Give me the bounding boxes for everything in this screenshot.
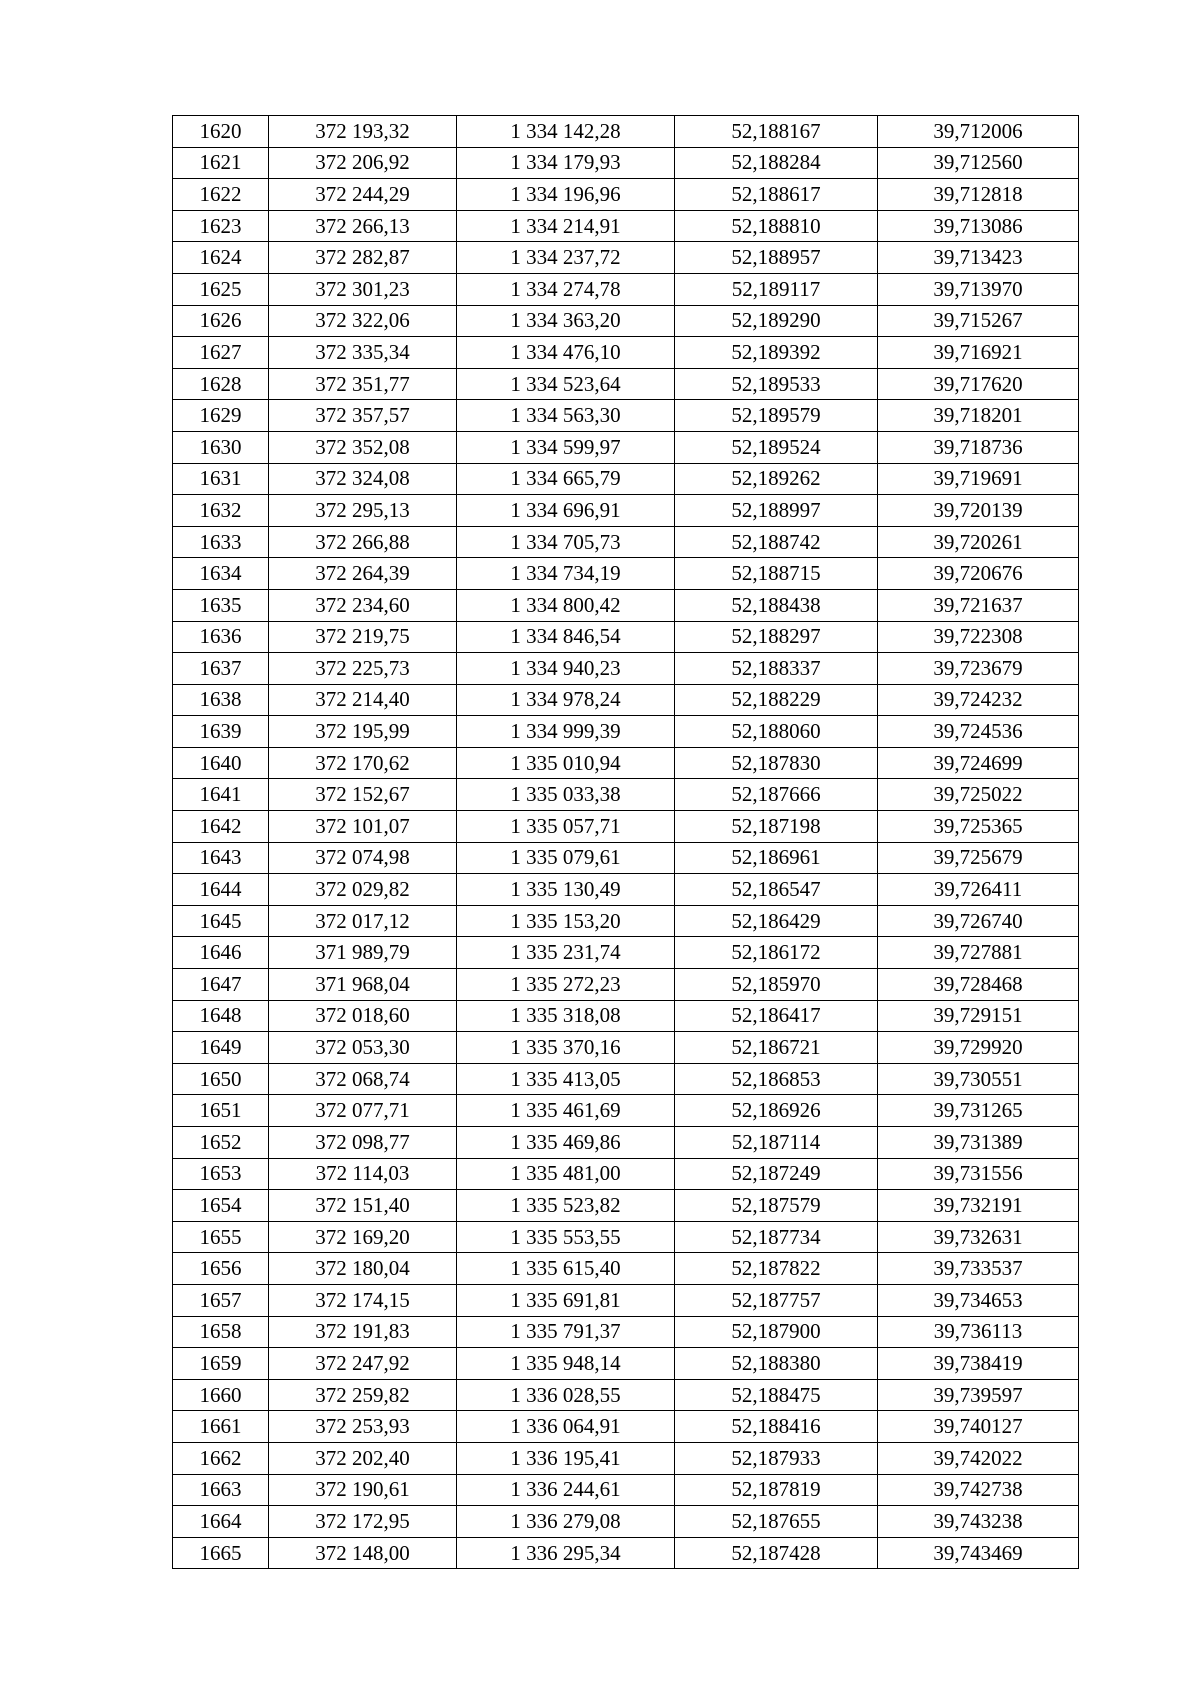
x-coordinate-cell: 372 357,57 <box>269 400 457 432</box>
longitude-cell: 39,719691 <box>878 463 1079 495</box>
latitude-cell: 52,188284 <box>675 147 878 179</box>
y-coordinate-cell: 1 335 272,23 <box>457 969 675 1001</box>
x-coordinate-cell: 372 170,62 <box>269 747 457 779</box>
point-number-cell: 1656 <box>173 1253 269 1285</box>
table-row <box>173 874 1079 906</box>
y-coordinate-cell: 1 334 978,24 <box>457 684 675 716</box>
table-row <box>173 747 1079 779</box>
latitude-cell: 52,188715 <box>675 558 878 590</box>
x-coordinate-cell: 372 234,60 <box>269 589 457 621</box>
point-number-cell: 1636 <box>173 621 269 653</box>
x-coordinate-cell: 372 324,08 <box>269 463 457 495</box>
latitude-cell: 52,188416 <box>675 1411 878 1443</box>
latitude-cell: 52,185970 <box>675 969 878 1001</box>
table-row <box>173 1000 1079 1032</box>
point-number-cell: 1631 <box>173 463 269 495</box>
y-coordinate-cell: 1 334 214,91 <box>457 210 675 242</box>
longitude-cell: 39,713970 <box>878 273 1079 305</box>
y-coordinate-cell: 1 336 279,08 <box>457 1506 675 1538</box>
point-number-cell: 1657 <box>173 1284 269 1316</box>
latitude-cell: 52,189524 <box>675 431 878 463</box>
x-coordinate-cell: 372 101,07 <box>269 811 457 843</box>
x-coordinate-cell: 372 148,00 <box>269 1537 457 1569</box>
y-coordinate-cell: 1 335 033,38 <box>457 779 675 811</box>
table-row <box>173 937 1079 969</box>
table-row <box>173 400 1079 432</box>
table-row <box>173 526 1079 558</box>
latitude-cell: 52,188167 <box>675 116 878 148</box>
longitude-cell: 39,729920 <box>878 1032 1079 1064</box>
x-coordinate-cell: 372 018,60 <box>269 1000 457 1032</box>
longitude-cell: 39,713086 <box>878 210 1079 242</box>
x-coordinate-cell: 372 264,39 <box>269 558 457 590</box>
latitude-cell: 52,187822 <box>675 1253 878 1285</box>
latitude-cell: 52,187114 <box>675 1127 878 1159</box>
table-row <box>173 242 1079 274</box>
y-coordinate-cell: 1 336 244,61 <box>457 1474 675 1506</box>
longitude-cell: 39,725679 <box>878 842 1079 874</box>
y-coordinate-cell: 1 334 705,73 <box>457 526 675 558</box>
point-number-cell: 1634 <box>173 558 269 590</box>
longitude-cell: 39,727881 <box>878 937 1079 969</box>
latitude-cell: 52,189262 <box>675 463 878 495</box>
latitude-cell: 52,189533 <box>675 368 878 400</box>
latitude-cell: 52,188957 <box>675 242 878 274</box>
x-coordinate-cell: 372 152,67 <box>269 779 457 811</box>
longitude-cell: 39,718736 <box>878 431 1079 463</box>
x-coordinate-cell: 372 190,61 <box>269 1474 457 1506</box>
longitude-cell: 39,712818 <box>878 179 1079 211</box>
longitude-cell: 39,732631 <box>878 1221 1079 1253</box>
y-coordinate-cell: 1 335 481,00 <box>457 1158 675 1190</box>
x-coordinate-cell: 372 053,30 <box>269 1032 457 1064</box>
x-coordinate-cell: 372 151,40 <box>269 1190 457 1222</box>
y-coordinate-cell: 1 336 295,34 <box>457 1537 675 1569</box>
point-number-cell: 1661 <box>173 1411 269 1443</box>
point-number-cell: 1630 <box>173 431 269 463</box>
point-number-cell: 1626 <box>173 305 269 337</box>
longitude-cell: 39,720676 <box>878 558 1079 590</box>
longitude-cell: 39,734653 <box>878 1284 1079 1316</box>
point-number-cell: 1625 <box>173 273 269 305</box>
x-coordinate-cell: 372 219,75 <box>269 621 457 653</box>
x-coordinate-cell: 372 259,82 <box>269 1379 457 1411</box>
y-coordinate-cell: 1 334 800,42 <box>457 589 675 621</box>
y-coordinate-cell: 1 336 195,41 <box>457 1442 675 1474</box>
table-row <box>173 621 1079 653</box>
longitude-cell: 39,720139 <box>878 495 1079 527</box>
point-number-cell: 1627 <box>173 337 269 369</box>
x-coordinate-cell: 372 098,77 <box>269 1127 457 1159</box>
y-coordinate-cell: 1 335 461,69 <box>457 1095 675 1127</box>
point-number-cell: 1649 <box>173 1032 269 1064</box>
point-number-cell: 1646 <box>173 937 269 969</box>
table-row <box>173 1253 1079 1285</box>
point-number-cell: 1644 <box>173 874 269 906</box>
x-coordinate-cell: 372 017,12 <box>269 905 457 937</box>
table-row <box>173 716 1079 748</box>
point-number-cell: 1632 <box>173 495 269 527</box>
longitude-cell: 39,728468 <box>878 969 1079 1001</box>
y-coordinate-cell: 1 336 064,91 <box>457 1411 675 1443</box>
longitude-cell: 39,732191 <box>878 1190 1079 1222</box>
x-coordinate-cell: 372 180,04 <box>269 1253 457 1285</box>
x-coordinate-cell: 372 266,88 <box>269 526 457 558</box>
table-row <box>173 147 1079 179</box>
table-row <box>173 1158 1079 1190</box>
x-coordinate-cell: 372 335,34 <box>269 337 457 369</box>
latitude-cell: 52,186926 <box>675 1095 878 1127</box>
latitude-cell: 52,186417 <box>675 1000 878 1032</box>
table-row <box>173 1127 1079 1159</box>
table-row <box>173 273 1079 305</box>
x-coordinate-cell: 372 301,23 <box>269 273 457 305</box>
x-coordinate-cell: 372 206,92 <box>269 147 457 179</box>
table-row <box>173 1442 1079 1474</box>
x-coordinate-cell: 372 114,03 <box>269 1158 457 1190</box>
y-coordinate-cell: 1 335 318,08 <box>457 1000 675 1032</box>
longitude-cell: 39,715267 <box>878 305 1079 337</box>
table-row <box>173 1190 1079 1222</box>
longitude-cell: 39,724232 <box>878 684 1079 716</box>
longitude-cell: 39,724699 <box>878 747 1079 779</box>
y-coordinate-cell: 1 334 179,93 <box>457 147 675 179</box>
point-number-cell: 1650 <box>173 1063 269 1095</box>
point-number-cell: 1651 <box>173 1095 269 1127</box>
x-coordinate-cell: 372 074,98 <box>269 842 457 874</box>
longitude-cell: 39,724536 <box>878 716 1079 748</box>
table-row <box>173 779 1079 811</box>
latitude-cell: 52,186172 <box>675 937 878 969</box>
longitude-cell: 39,736113 <box>878 1316 1079 1348</box>
table-row <box>173 495 1079 527</box>
point-number-cell: 1663 <box>173 1474 269 1506</box>
y-coordinate-cell: 1 335 010,94 <box>457 747 675 779</box>
table-row <box>173 1284 1079 1316</box>
point-number-cell: 1637 <box>173 653 269 685</box>
x-coordinate-cell: 372 225,73 <box>269 653 457 685</box>
latitude-cell: 52,186961 <box>675 842 878 874</box>
longitude-cell: 39,722308 <box>878 621 1079 653</box>
point-number-cell: 1638 <box>173 684 269 716</box>
y-coordinate-cell: 1 334 363,20 <box>457 305 675 337</box>
y-coordinate-cell: 1 335 079,61 <box>457 842 675 874</box>
latitude-cell: 52,187819 <box>675 1474 878 1506</box>
longitude-cell: 39,713423 <box>878 242 1079 274</box>
latitude-cell: 52,189290 <box>675 305 878 337</box>
table-row <box>173 558 1079 590</box>
y-coordinate-cell: 1 334 846,54 <box>457 621 675 653</box>
point-number-cell: 1642 <box>173 811 269 843</box>
table-row <box>173 368 1079 400</box>
table-row <box>173 431 1079 463</box>
y-coordinate-cell: 1 334 196,96 <box>457 179 675 211</box>
coordinates-table-body <box>173 116 1079 1569</box>
y-coordinate-cell: 1 335 691,81 <box>457 1284 675 1316</box>
latitude-cell: 52,187933 <box>675 1442 878 1474</box>
y-coordinate-cell: 1 334 274,78 <box>457 273 675 305</box>
y-coordinate-cell: 1 335 615,40 <box>457 1253 675 1285</box>
latitude-cell: 52,187900 <box>675 1316 878 1348</box>
table-row <box>173 337 1079 369</box>
point-number-cell: 1662 <box>173 1442 269 1474</box>
x-coordinate-cell: 372 191,83 <box>269 1316 457 1348</box>
x-coordinate-cell: 371 968,04 <box>269 969 457 1001</box>
latitude-cell: 52,187249 <box>675 1158 878 1190</box>
table-row <box>173 905 1079 937</box>
table-row <box>173 1221 1079 1253</box>
latitude-cell: 52,188997 <box>675 495 878 527</box>
point-number-cell: 1639 <box>173 716 269 748</box>
point-number-cell: 1664 <box>173 1506 269 1538</box>
y-coordinate-cell: 1 335 791,37 <box>457 1316 675 1348</box>
latitude-cell: 52,188438 <box>675 589 878 621</box>
longitude-cell: 39,743469 <box>878 1537 1079 1569</box>
x-coordinate-cell: 372 068,74 <box>269 1063 457 1095</box>
table-row <box>173 1095 1079 1127</box>
latitude-cell: 52,188060 <box>675 716 878 748</box>
x-coordinate-cell: 372 282,87 <box>269 242 457 274</box>
latitude-cell: 52,187666 <box>675 779 878 811</box>
y-coordinate-cell: 1 335 523,82 <box>457 1190 675 1222</box>
y-coordinate-cell: 1 335 469,86 <box>457 1127 675 1159</box>
y-coordinate-cell: 1 335 948,14 <box>457 1348 675 1380</box>
point-number-cell: 1628 <box>173 368 269 400</box>
x-coordinate-cell: 372 295,13 <box>269 495 457 527</box>
x-coordinate-cell: 372 352,08 <box>269 431 457 463</box>
point-number-cell: 1652 <box>173 1127 269 1159</box>
latitude-cell: 52,188337 <box>675 653 878 685</box>
x-coordinate-cell: 372 244,29 <box>269 179 457 211</box>
x-coordinate-cell: 372 351,77 <box>269 368 457 400</box>
longitude-cell: 39,725365 <box>878 811 1079 843</box>
point-number-cell: 1643 <box>173 842 269 874</box>
longitude-cell: 39,717620 <box>878 368 1079 400</box>
point-number-cell: 1623 <box>173 210 269 242</box>
latitude-cell: 52,188617 <box>675 179 878 211</box>
latitude-cell: 52,187757 <box>675 1284 878 1316</box>
latitude-cell: 52,188229 <box>675 684 878 716</box>
table-row <box>173 1411 1079 1443</box>
longitude-cell: 39,723679 <box>878 653 1079 685</box>
x-coordinate-cell: 372 247,92 <box>269 1348 457 1380</box>
latitude-cell: 52,187428 <box>675 1537 878 1569</box>
point-number-cell: 1659 <box>173 1348 269 1380</box>
y-coordinate-cell: 1 334 734,19 <box>457 558 675 590</box>
x-coordinate-cell: 372 172,95 <box>269 1506 457 1538</box>
latitude-cell: 52,188742 <box>675 526 878 558</box>
point-number-cell: 1653 <box>173 1158 269 1190</box>
latitude-cell: 52,187198 <box>675 811 878 843</box>
longitude-cell: 39,733537 <box>878 1253 1079 1285</box>
table-row <box>173 842 1079 874</box>
table-row <box>173 589 1079 621</box>
table-row <box>173 1316 1079 1348</box>
latitude-cell: 52,189579 <box>675 400 878 432</box>
table-row <box>173 1063 1079 1095</box>
y-coordinate-cell: 1 336 028,55 <box>457 1379 675 1411</box>
x-coordinate-cell: 372 214,40 <box>269 684 457 716</box>
y-coordinate-cell: 1 334 142,28 <box>457 116 675 148</box>
point-number-cell: 1622 <box>173 179 269 211</box>
longitude-cell: 39,712006 <box>878 116 1079 148</box>
x-coordinate-cell: 372 253,93 <box>269 1411 457 1443</box>
table-row <box>173 1032 1079 1064</box>
y-coordinate-cell: 1 335 413,05 <box>457 1063 675 1095</box>
latitude-cell: 52,188380 <box>675 1348 878 1380</box>
latitude-cell: 52,188297 <box>675 621 878 653</box>
point-number-cell: 1624 <box>173 242 269 274</box>
table-row <box>173 653 1079 685</box>
longitude-cell: 39,720261 <box>878 526 1079 558</box>
x-coordinate-cell: 372 077,71 <box>269 1095 457 1127</box>
latitude-cell: 52,186547 <box>675 874 878 906</box>
latitude-cell: 52,188475 <box>675 1379 878 1411</box>
table-row <box>173 1506 1079 1538</box>
table-row <box>173 1348 1079 1380</box>
table-row <box>173 116 1079 148</box>
point-number-cell: 1648 <box>173 1000 269 1032</box>
y-coordinate-cell: 1 334 696,91 <box>457 495 675 527</box>
latitude-cell: 52,187579 <box>675 1190 878 1222</box>
y-coordinate-cell: 1 334 665,79 <box>457 463 675 495</box>
table-row <box>173 1537 1079 1569</box>
latitude-cell: 52,187734 <box>675 1221 878 1253</box>
point-number-cell: 1641 <box>173 779 269 811</box>
x-coordinate-cell: 372 169,20 <box>269 1221 457 1253</box>
latitude-cell: 52,189117 <box>675 273 878 305</box>
longitude-cell: 39,738419 <box>878 1348 1079 1380</box>
longitude-cell: 39,731556 <box>878 1158 1079 1190</box>
longitude-cell: 39,712560 <box>878 147 1079 179</box>
point-number-cell: 1655 <box>173 1221 269 1253</box>
latitude-cell: 52,186429 <box>675 905 878 937</box>
y-coordinate-cell: 1 334 563,30 <box>457 400 675 432</box>
table-row <box>173 305 1079 337</box>
longitude-cell: 39,729151 <box>878 1000 1079 1032</box>
point-number-cell: 1620 <box>173 116 269 148</box>
x-coordinate-cell: 372 195,99 <box>269 716 457 748</box>
table-row <box>173 684 1079 716</box>
latitude-cell: 52,188810 <box>675 210 878 242</box>
y-coordinate-cell: 1 335 057,71 <box>457 811 675 843</box>
latitude-cell: 52,189392 <box>675 337 878 369</box>
table-row <box>173 811 1079 843</box>
x-coordinate-cell: 372 174,15 <box>269 1284 457 1316</box>
table-row <box>173 210 1079 242</box>
longitude-cell: 39,716921 <box>878 337 1079 369</box>
point-number-cell: 1654 <box>173 1190 269 1222</box>
longitude-cell: 39,726411 <box>878 874 1079 906</box>
table-row <box>173 1474 1079 1506</box>
longitude-cell: 39,742022 <box>878 1442 1079 1474</box>
y-coordinate-cell: 1 335 153,20 <box>457 905 675 937</box>
longitude-cell: 39,721637 <box>878 589 1079 621</box>
latitude-cell: 52,186853 <box>675 1063 878 1095</box>
y-coordinate-cell: 1 334 940,23 <box>457 653 675 685</box>
x-coordinate-cell: 372 193,32 <box>269 116 457 148</box>
x-coordinate-cell: 372 029,82 <box>269 874 457 906</box>
y-coordinate-cell: 1 335 231,74 <box>457 937 675 969</box>
x-coordinate-cell: 372 266,13 <box>269 210 457 242</box>
point-number-cell: 1640 <box>173 747 269 779</box>
longitude-cell: 39,730551 <box>878 1063 1079 1095</box>
point-number-cell: 1635 <box>173 589 269 621</box>
point-number-cell: 1647 <box>173 969 269 1001</box>
x-coordinate-cell: 372 202,40 <box>269 1442 457 1474</box>
coordinates-table <box>172 115 1079 1569</box>
longitude-cell: 39,743238 <box>878 1506 1079 1538</box>
y-coordinate-cell: 1 334 523,64 <box>457 368 675 400</box>
point-number-cell: 1621 <box>173 147 269 179</box>
y-coordinate-cell: 1 334 237,72 <box>457 242 675 274</box>
x-coordinate-cell: 372 322,06 <box>269 305 457 337</box>
longitude-cell: 39,739597 <box>878 1379 1079 1411</box>
longitude-cell: 39,740127 <box>878 1411 1079 1443</box>
latitude-cell: 52,187655 <box>675 1506 878 1538</box>
latitude-cell: 52,186721 <box>675 1032 878 1064</box>
y-coordinate-cell: 1 334 999,39 <box>457 716 675 748</box>
y-coordinate-cell: 1 335 553,55 <box>457 1221 675 1253</box>
longitude-cell: 39,718201 <box>878 400 1079 432</box>
point-number-cell: 1645 <box>173 905 269 937</box>
table-row <box>173 463 1079 495</box>
longitude-cell: 39,726740 <box>878 905 1079 937</box>
longitude-cell: 39,731389 <box>878 1127 1079 1159</box>
point-number-cell: 1629 <box>173 400 269 432</box>
point-number-cell: 1660 <box>173 1379 269 1411</box>
point-number-cell: 1665 <box>173 1537 269 1569</box>
table-row <box>173 1379 1079 1411</box>
table-row <box>173 179 1079 211</box>
y-coordinate-cell: 1 334 476,10 <box>457 337 675 369</box>
longitude-cell: 39,725022 <box>878 779 1079 811</box>
point-number-cell: 1658 <box>173 1316 269 1348</box>
table-row <box>173 969 1079 1001</box>
y-coordinate-cell: 1 335 130,49 <box>457 874 675 906</box>
x-coordinate-cell: 371 989,79 <box>269 937 457 969</box>
point-number-cell: 1633 <box>173 526 269 558</box>
latitude-cell: 52,187830 <box>675 747 878 779</box>
y-coordinate-cell: 1 335 370,16 <box>457 1032 675 1064</box>
y-coordinate-cell: 1 334 599,97 <box>457 431 675 463</box>
longitude-cell: 39,731265 <box>878 1095 1079 1127</box>
longitude-cell: 39,742738 <box>878 1474 1079 1506</box>
